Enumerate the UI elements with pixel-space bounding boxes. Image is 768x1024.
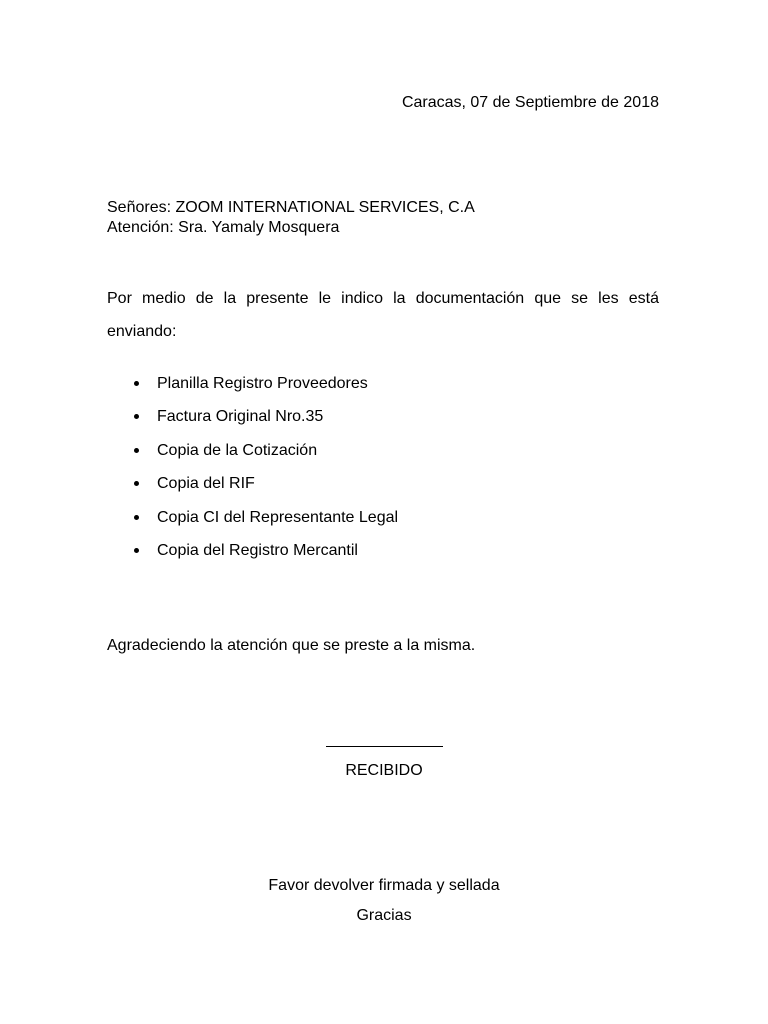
document-item-label: Copia CI del Representante Legal <box>157 508 399 526</box>
signature-line <box>326 746 443 747</box>
list-item <box>107 407 659 440</box>
intro-paragraph: Por medio de la presente le indico la documentación que se les está enviando: <box>107 290 659 340</box>
list-item <box>107 474 659 507</box>
document-item-label: Planilla Registro Proveedores <box>157 375 368 392</box>
bullet-icon <box>134 515 139 520</box>
bullet-icon <box>134 548 139 553</box>
addressee-line: Señores: ZOOM INTERNATIONAL SERVICES, C.A <box>107 199 475 216</box>
bullet-icon <box>134 448 139 453</box>
closing-paragraph: Agradeciendo la atención que se preste a la misma. <box>107 637 476 654</box>
bullet-icon <box>134 381 139 386</box>
received-label: RECIBIDO <box>345 762 423 779</box>
document-list <box>107 374 659 574</box>
thanks-note: Gracias <box>356 907 412 924</box>
list-item <box>107 508 659 541</box>
bullet-icon <box>134 481 139 486</box>
list-item <box>107 374 659 407</box>
bullet-icon <box>134 414 139 419</box>
place-date: Caracas, 07 de Septiembre de 2018 <box>401 94 659 111</box>
return-note: Favor devolver firmada y sellada <box>268 877 500 894</box>
document-item-label: Copia del Registro Mercantil <box>157 541 358 559</box>
document-item-label: Copia del RIF <box>157 475 255 493</box>
list-item <box>107 541 659 574</box>
list-item <box>107 441 659 474</box>
document-item-label: Copia de la Cotización <box>157 441 318 459</box>
attention-line: Atención: Sra. Yamaly Mosquera <box>107 219 340 236</box>
document-item-label: Factura Original Nro.35 <box>157 408 324 426</box>
